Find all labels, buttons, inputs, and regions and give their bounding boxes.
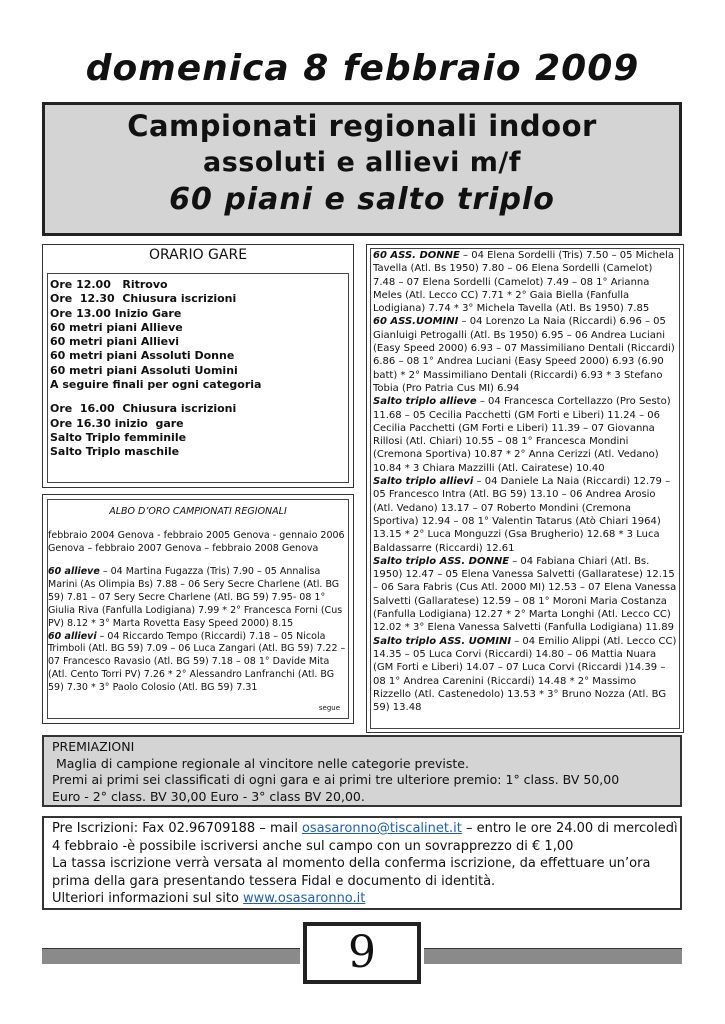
albo-result-head: 60 allievi [48,630,97,642]
results-box [366,244,684,733]
premiazioni-line: Euro - 2° class. BV 30,00 Euro - 3° class BV 20,00. [52,788,365,804]
result-text: – 04 Elena Sordelli (Tris) 7.50 – 05 Michela Tavella (Atl. Bs 1950) 7.80 – 06 Elena Sordelli (Camelot) 7.48 – 07 Elena Sordelli (Camelot) 7.49 – 08 1° Arianna Meles (Atl. Lecco CC) 7.71 * 2° Gaia Biella (Fanfulla Lodigiana) 7.74 * 3° Michela Tavella (Atl. Bs 1950) 7.85 [373,250,674,315]
orario-schedule [47,273,349,483]
albo-oro-inner [47,499,349,719]
iscrizioni-line [52,820,678,838]
premiazioni-box [42,735,682,807]
segue-label: segue [318,704,340,712]
albo-oro-box [42,494,354,724]
date-heading: domenica 8 febbraio 2009 [85,48,640,89]
schedule-line: Ore 16.30 inizio gare [50,416,184,430]
result-head: 60 ASS. DONNE [373,250,460,261]
iscrizioni-line: La tassa iscrizione verrà versata al momento della conferma iscrizione, da effettuare un’ora [52,856,651,872]
albo-result-allieve [48,566,350,631]
result-text: – 04 Lorenzo La Naia (Riccardi) 6.96 – 05 Gianluigi Petrogalli (Atl. Bs 1950) 6.95 – 06 Andrea Luciani (Easy Speed 2000) 6.93 – 07 Massimiliano Dentali (Riccardi) 6.86 – 08 1° Andrea Luciani (Easy Speed 2000) 6.93 (6.90 batt) * 2° Massimiliano Dentali (Riccardi) 6.93 * 3 Stefano Tobia (Pro Patria Cus MI) 6.94 [373,316,675,394]
iscrizioni-box [42,816,682,910]
results-list [370,248,680,729]
albo-result-text: – 04 Martina Fugazza (Tris) 7.90 – 05 Annalisa Marini (As Olimpia Bs) 7.88 – 06 Sery Secre Charlene (Atl. BG 59) 7.81 – 07 Sery Secre Charlene (Atl. BG 59) 7.95- 08 1° Giulia Riva (Fanfulla Lodigiana) 7.99 * 2° Francesca Forni (Cus PV) 8.12 * 3° Marta Rovetta Easy Speed 2000) 8.15 [48,566,343,629]
iscrizioni-line: 4 febbraio -è possibile iscriversi anche sul campo con un sovrapprezzo di € 1,00 [52,838,574,854]
title-box [42,102,682,236]
result-head: 60 ASS.UOMINI [373,316,459,328]
result-triplo-allievi [373,475,677,555]
albo-edition-line: Genova – febbraio 2007 Genova – febbraio 2008 Genova [48,542,319,554]
result-head: Salto triplo ASS. UOMINI [373,635,512,647]
schedule-line: Ore 13.00 Inizio Gare [50,306,182,320]
premiazioni-line: Maglia di campione regionale al vincitore nelle categorie previste. [52,755,469,771]
result-text: – 04 Emilio Alippi (Atl. Lecco CC) 14.35 – 05 Luca Corvi (Riccardi) 14.80 – 06 Mattia Nuara (GM Forti e Liberi) 14.07 – 07 Luca Corvi (Riccardi )14.39 – 08 1° Andrea Carenini (Riccardi) 14.48 * 2° Massimo Rizzello (Atl. Castenedolo) 13.53 * 3° Bruno Nozza (Atl. BG 59) 13.48 [373,635,677,714]
albo-results [48,566,350,695]
result-triplo-allieve [373,395,677,475]
albo-editions [48,530,350,555]
iscrizioni-deadline-text: – entro le ore 24.00 di mercoledì [461,821,678,836]
albo-oro-title: ALBO D’ORO CAMPIONATI REGIONALI [109,506,287,517]
albo-result-allievi [48,631,350,696]
result-text: – 04 Fabiana Chiari (Atl. Bs. 1950) 12.47 – 05 Elena Vanessa Salvetti (Gallaratese) 12.15 – 06 Sara Fabris (Cus Atl. 2000 MI) 12.53 – 07 Elena Vanessa Salvetti (Gallaratese) 12.59 – 08 1° Moroni Maria Costanza (Fanfulla Lodigiana) 12.27 * 2° Marta Longhi (Atl. Lecco CC) 12.02 * 3° Elena Vanessa Salvetti (Fanfulla Lodigiana) 11.89 [373,555,677,634]
spacer [50,392,346,402]
title-line-3: 60 piani e salto triplo [169,182,555,217]
iscrizioni-line: prima della gara presentando tessera Fidal e documento di identità. [52,873,496,889]
footer-bar-left [42,948,300,964]
iscrizioni-info-text: Ulteriori informazioni sul sito [52,891,244,907]
result-head: Salto triplo allieve [373,396,477,408]
albo-edition-line: febbraio 2004 Genova - febbraio 2005 Genova - gennaio 2006 [48,530,345,541]
result-head: Salto triplo ASS. DONNE [373,555,510,567]
result-text: – 04 Francesca Cortellazzo (Pro Sesto) 11.68 – 05 Cecilia Pacchetti (GM Forti e Liberi) 11.24 – 06 Cecilia Pacchetti (GM Forti e Liberi) 11.39 – 07 Giovanna Rillosi (Atl. Chiari) 10.55 – 08 1° Francesca Mondini (Cremona Sportiva) 10.87 * 2° Anna Cerizzi (Atl. Vedano) 10.84 * 3 Chiara Mazzilli (Atl. Cairatese) 10.40 [373,396,671,474]
schedule-line: 60 metri piani Assoluti Uomini [50,363,238,377]
title-line-2: assoluti e allievi m/f [203,147,521,178]
email-link[interactable]: osasaronno@tiscalinet.it [301,821,462,836]
schedule-line: Salto Triplo femminile [50,430,187,444]
footer-bar-right [424,948,682,964]
result-triplo-ass-uomini [373,635,677,715]
schedule-line: Salto Triplo maschile [50,445,180,459]
iscrizioni-fax-text: Pre Iscrizioni: Fax 02.96709188 – mail [52,821,302,836]
result-triplo-ass-donne [373,555,677,635]
orario-title: ORARIO GARE [148,247,248,263]
albo-result-text: – 04 Riccardo Tempo (Riccardi) 7.18 – 05 Nicola Trimboli (Atl. BG 59) 7.09 – 06 Luca Zangari (Atl. BG 59) 7.22 – 07 Francesco Ravasio (Atl. BG 59) 7.18 – 08 1° Davide Mita (Atl. Cento Torri PV) 7.26 * 2° Alessandro Lanfranchi (Atl. BG 59) 7.30 * 3° Paolo Colosio (Atl. BG 59) 7.31 [48,630,346,694]
premiazioni-line: Premi ai primi sei classificati di ogni gara e ai primi tre ulteriore premio: 1° class. BV 50,00 [52,772,620,787]
result-ass-donne [373,249,677,315]
title-line-1: Campionati regionali indoor [127,109,597,143]
schedule-line: 60 metri piani Allieve [50,320,183,334]
schedule-line: A seguire finali per ogni categoria [50,378,262,392]
schedule-line: Ore 12.00 Ritrovo [50,278,168,291]
website-link[interactable]: www.osasaronno.it [243,891,366,907]
orario-box [42,244,354,488]
result-head: Salto triplo allievi [373,476,474,488]
schedule-line: 60 metri piani Allievi [50,335,180,349]
albo-result-head: 60 allieve [48,566,100,577]
result-text: – 04 Daniele La Naia (Riccardi) 12.79 – 05 Francesco Intra (Atl. BG 59) 13.10 – 06 Andrea Arosio (Atl. Vedano) 13.17 – 07 Roberto Mondini (Cremona Sportiva) 12.94 – 08 1° Valentin Tatarus (Atò Chiari 1964) 13.15 * 2° Luca Monguzzi (Gsa Brugherio) 12.68 * 3 Luca Baldassarre (Riccardi) 12.61 [373,476,671,554]
iscrizioni-line [52,890,672,908]
schedule-line: 60 metri piani Assoluti Donne [50,349,235,363]
page-number: 9 [303,922,421,984]
schedule-line: Ore 16.00 Chiusura iscrizioni [50,402,237,416]
premiazioni-title: PREMIAZIONI [52,739,135,754]
result-ass-uomini [373,315,677,395]
schedule-line: Ore 12.30 Chiusura iscrizioni [50,292,237,306]
